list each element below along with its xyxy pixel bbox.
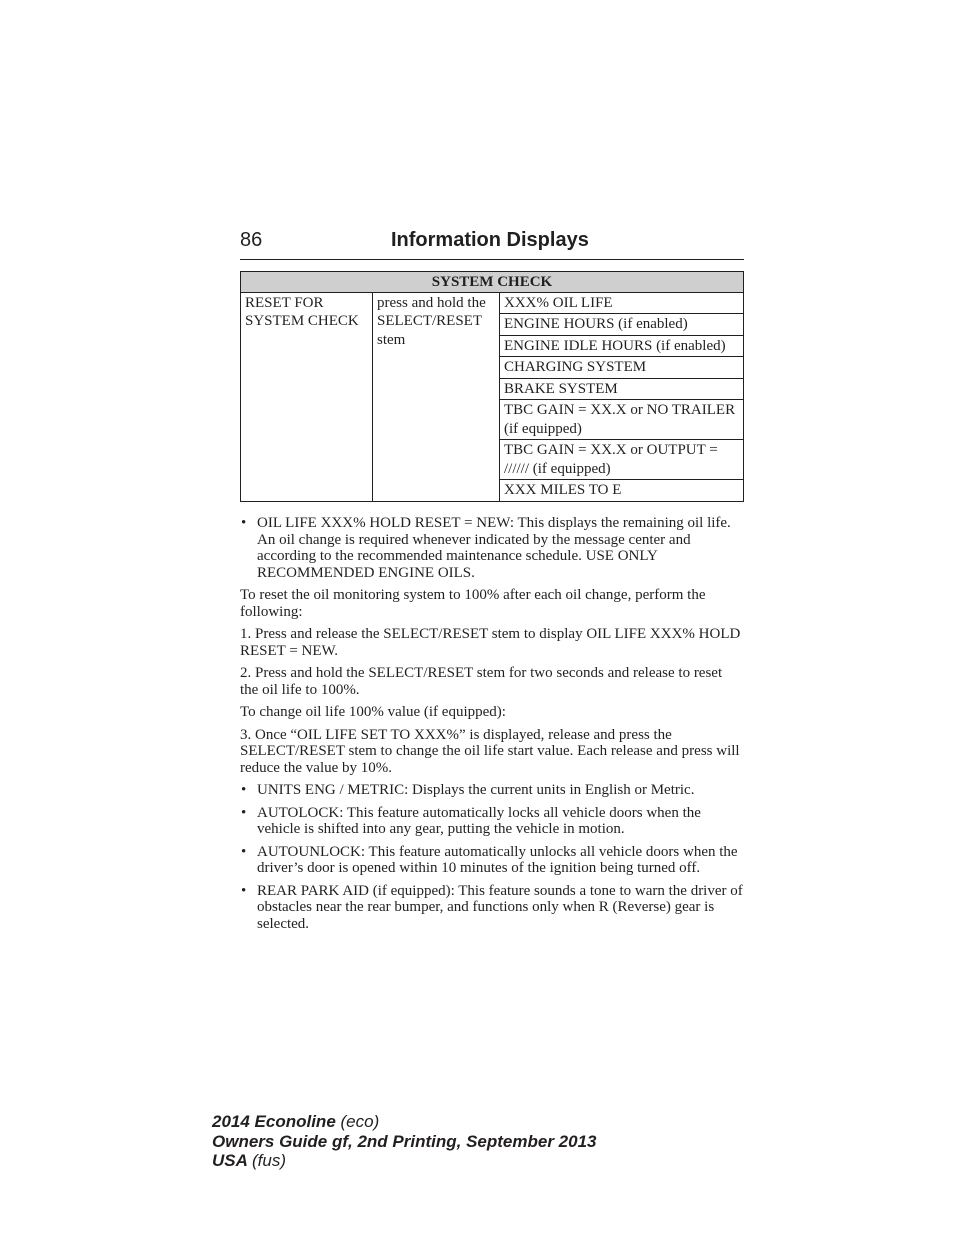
- bullet-dot: •: [241, 843, 247, 860]
- paragraph-change-oil-life: To change oil life 100% value (if equipped):: [240, 704, 506, 720]
- bullet-text: REAR PARK AID (if equipped): This feature sounds a tone to warn the driver of obstacles near the rear bumper, and functions only when R (Reverse) gear is selected.: [257, 882, 743, 932]
- footer-line-region: [212, 1151, 596, 1171]
- table-cell-item: XXX MILES TO E: [500, 480, 744, 502]
- footer-region-code: (fus): [252, 1151, 286, 1170]
- footer-model-code: (eco): [340, 1112, 380, 1131]
- step-1: 1. Press and release the SELECT/RESET stem to display OIL LIFE XXX% HOLD RESET = NEW.: [240, 626, 741, 659]
- table-cell-item: TBC GAIN = XX.X or OUTPUT = ////// (if equipped): [500, 440, 744, 480]
- bullet-units: [240, 782, 744, 799]
- table-cell-item: BRAKE SYSTEM: [500, 378, 744, 400]
- table-cell-item: CHARGING SYSTEM: [500, 357, 744, 379]
- step-2: 2. Press and hold the SELECT/RESET stem for two seconds and release to reset the oil life to 100%.: [240, 665, 723, 698]
- page-number: 86: [240, 229, 263, 251]
- table-cell-reset-for-system-check: RESET FOR SYSTEM CHECK: [241, 292, 373, 501]
- page-title: Information Displays: [391, 229, 589, 251]
- bullet-rear-park-aid: [240, 883, 744, 933]
- footer-region: USA: [212, 1151, 248, 1170]
- bullet-autounlock: [240, 844, 744, 877]
- table-heading: SYSTEM CHECK: [241, 272, 744, 293]
- bullet-dot: •: [241, 882, 247, 899]
- step-3: 3. Once “OIL LIFE SET TO XXX%” is displayed, release and press the SELECT/RESET stem to change the oil life start value. Each release and press will reduce the value by 10%.: [240, 726, 740, 776]
- page-footer: [212, 1112, 596, 1171]
- footer-line-model: [212, 1112, 596, 1132]
- table-cell-item: ENGINE HOURS (if enabled): [500, 314, 744, 336]
- table-cell-item: ENGINE IDLE HOURS (if enabled): [500, 335, 744, 357]
- bullet-dot: •: [241, 804, 247, 821]
- table-cell-item: XXX% OIL LIFE: [500, 292, 744, 314]
- page-header: [240, 229, 744, 260]
- footer-guide: Owners Guide gf, 2nd Printing, September 2013: [212, 1131, 597, 1151]
- bullet-autolock: [240, 805, 744, 838]
- bullet-text: OIL LIFE XXX% HOLD RESET = NEW: This displays the remaining oil life. An oil change is required whenever indicated by the message center and according to the recommended maintenance schedule. USE ONLY RECOMMENDED ENGINE OILS.: [257, 515, 731, 581]
- bullet-text: AUTOLOCK: This feature automatically locks all vehicle doors when the vehicle is shifted into any gear, putting the vehicle in motion.: [257, 804, 701, 837]
- table-cell-press-and-hold: press and hold the SELECT/RESET stem: [373, 292, 500, 501]
- body-text: [240, 515, 744, 938]
- system-check-table: [240, 271, 744, 502]
- bullet-text: UNITS ENG / METRIC: Displays the current units in English or Metric.: [257, 782, 695, 798]
- bullet-text: AUTOUNLOCK: This feature automatically unlocks all vehicle doors when the driver’s door is opened within 10 minutes of the ignition being turned off.: [257, 843, 738, 876]
- paragraph-reset-intro: To reset the oil monitoring system to 100% after each oil change, perform the following:: [240, 587, 706, 620]
- bullet-dot: •: [241, 515, 247, 531]
- bullet-dot: •: [241, 782, 247, 798]
- bullet-oil-life: [240, 515, 744, 581]
- table-cell-item: TBC GAIN = XX.X or NO TRAILER (if equipped): [500, 400, 744, 440]
- footer-model: 2014 Econoline: [212, 1112, 336, 1131]
